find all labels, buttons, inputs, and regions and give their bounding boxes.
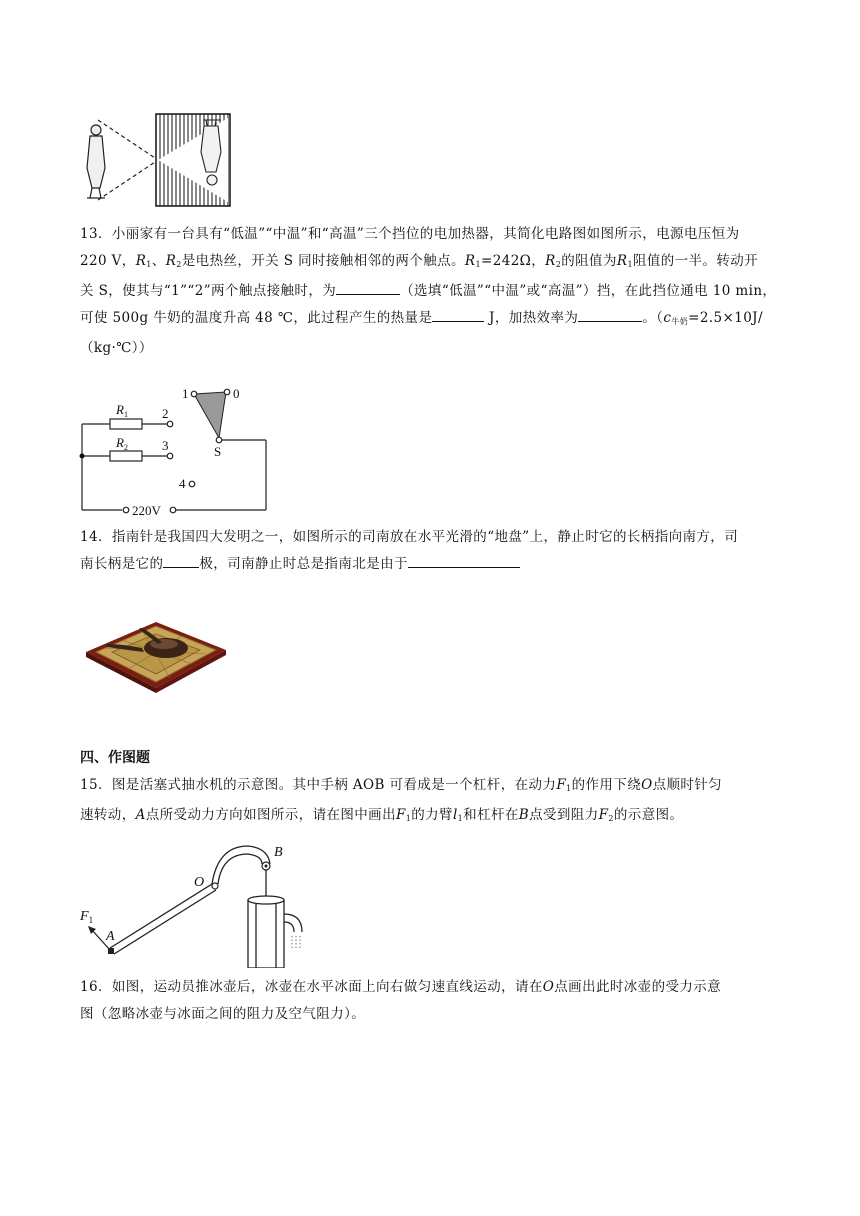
contact-4: 4 bbox=[179, 476, 186, 491]
question-16: 16．如图，运动员推冰壶后，冰壶在水平冰面上向右做匀速直线运动，请在O点画出此时冰壶的受力示意 图（忽略冰壶与冰面之间的阻力及空气阻力）。 bbox=[80, 979, 722, 1022]
answer-blank-4[interactable] bbox=[163, 552, 199, 568]
contact-3: 3 bbox=[162, 438, 169, 453]
question-14: 14．指南针是我国四大发明之一，如图所示的司南放在水平光滑的“地盘”上，静止时它的长柄指向南方，司 南长柄是它的 极，司南静止时总是指南北是由于 bbox=[80, 529, 739, 572]
pump-lever-figure bbox=[76, 840, 312, 968]
label-o: O bbox=[194, 875, 205, 890]
pinhole-figure bbox=[78, 112, 238, 208]
answer-blank-5[interactable] bbox=[408, 552, 520, 568]
voltage-label: 220V bbox=[132, 503, 161, 518]
circuit-diagram bbox=[76, 384, 276, 520]
label-b: B bbox=[274, 845, 283, 860]
switch-label: S bbox=[214, 444, 222, 459]
label-r1: R bbox=[116, 402, 124, 417]
contact-0: 0 bbox=[233, 386, 240, 401]
label-r2: R bbox=[116, 435, 124, 450]
contact-2: 2 bbox=[162, 406, 169, 421]
svg-text:F1: $F_1$ bbox=[80, 909, 94, 925]
answer-blank-3[interactable] bbox=[578, 306, 642, 322]
answer-blank-1[interactable] bbox=[336, 279, 400, 295]
question-15: 15．图是活塞式抽水机的示意图。其中手柄 AOB 可看成是一个杠杆，在动力$F_1$的作用下绕O点顺时针匀 速转动，A点所受动力方向如图所示，请在图中画出$F_1$的力臂$l_1$和杠杆在B点受到阻力$F_2$的示意图。 bbox=[80, 777, 723, 823]
label-f1: F bbox=[80, 909, 89, 924]
svg-text:R2: $R_2$ bbox=[116, 435, 128, 452]
answer-blank-2[interactable] bbox=[432, 306, 484, 322]
sinan-compass-figure bbox=[82, 604, 230, 694]
question-13: 13．小丽家有一台具有“低温”“中温”和“高温”三个挡位的电加热器，其简化电路图如图所示，电源电压恒为 220 V，$R_1$、$R_2$是电热丝，开关 S 同时接触相邻的两个触点。$R_1=242\Omega$，$R_2$的阻值为$R_1$阻值的一半。转动开 关 S，使其与“1”“2”两个触点接触时，为 （选填“低温”“中温”或“高温”）挡，在此挡位通电 10 min， 可使 500g 牛奶的温度升高 48 ℃，此过程产生的热量是 J，加热效率为 。（$c_{牛奶}=2.5\times 10J/$ （kg·℃）） bbox=[80, 226, 777, 356]
svg-text:R1: $R_1$ bbox=[116, 402, 128, 419]
contact-1: 1 bbox=[182, 386, 189, 401]
section-title: 四、作图题 bbox=[80, 750, 150, 766]
label-a: A bbox=[106, 929, 115, 944]
